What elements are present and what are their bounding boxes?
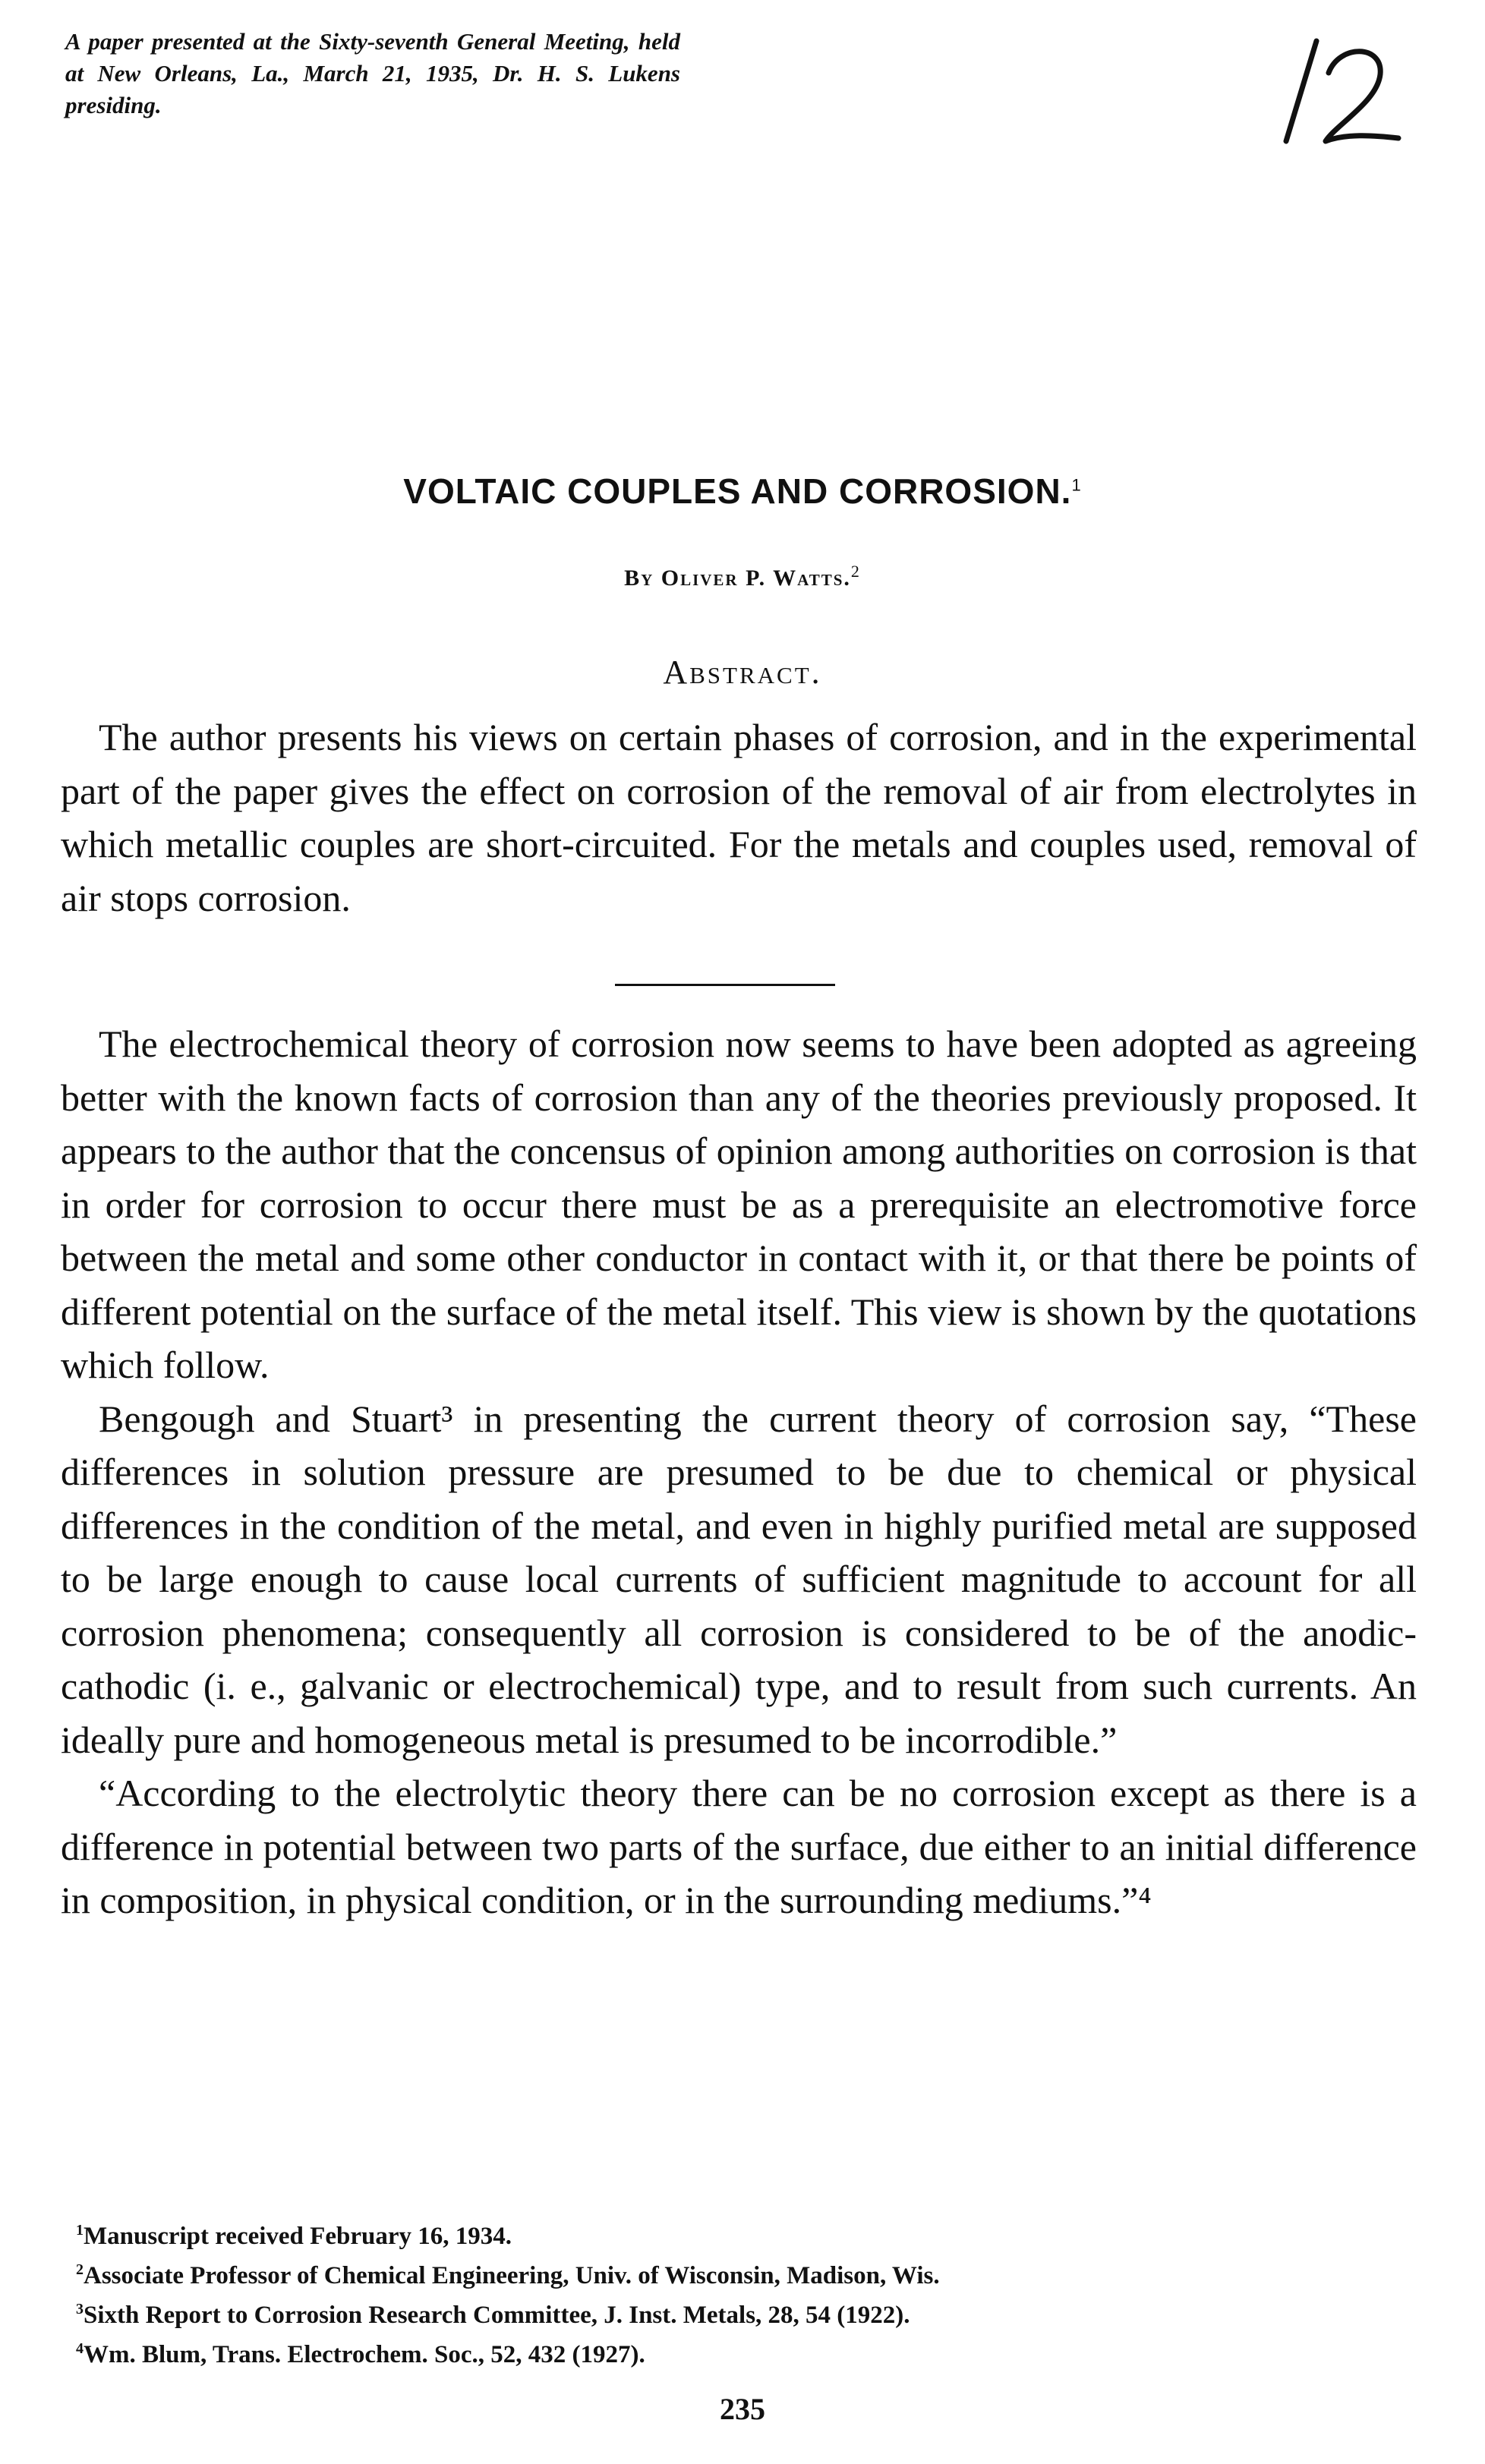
body-paragraph-3: “According to the electrolytic theory there can be no corrosion except as there is a difference in potential between two parts of the surface, due either to an initial difference in composition, in physical condition, or in the surrounding mediums.”⁴ (61, 1772, 1417, 1921)
title-footnote-mark: 1 (1071, 475, 1082, 495)
footnote-text: Wm. Blum, Trans. Electrochem. Soc., 52, 432 (1927). (84, 2341, 645, 2368)
footnotes (76, 2214, 1412, 2371)
article-body (61, 1017, 1417, 1927)
footnote-3 (76, 2292, 1412, 2332)
author-byline (0, 562, 1485, 591)
body-paragraph-1: The electrochemical theory of corrosion now seems to have been adopted as agreeing better with the known facts of corrosion than any of the theories previously proposed. It appears to the author that the concensus of opinion among authorities on corrosion is that in order for corrosion to occur there must be as a prerequisite an electromotive force between the metal and some other conductor in contact with it, or that there be points of different potential on the surface of the metal itself. This view is shown by the quotations which follow. (61, 1022, 1417, 1386)
article-title (0, 471, 1485, 512)
footnote-2 (76, 2253, 1412, 2292)
abstract-paragraph: The author presents his views on certain phases of corrosion, and in the experimental part of the paper gives the effect on corrosion of the removal of air from electrolytes in which metallic couples are short-circuited. For the metals and couples used, removal of air stops corrosion. (61, 716, 1417, 919)
handwritten-page-number (1269, 27, 1406, 156)
body-paragraph-2: Bengough and Stuart³ in presenting the current theory of corrosion say, “These differences in solution pressure are presumed to be due to chemical or physical differences in the condition of the metal, and even in highly purified metal are supposed to be large enough to cause local currents of sufficient magnitude to account for all corrosion phenomena; consequently all corrosion is considered to be of the anodic-cathodic (i. e., galvanic or electrochemical) type, and to result from such currents. An ideally pure and homogeneous metal is presumed to be incorrodible.” (61, 1397, 1417, 1761)
footnote-mark: 4 (76, 2340, 84, 2357)
footnote-text: Associate Professor of Chemical Engineering, Univ. of Wisconsin, Madison, Wis. (84, 2262, 940, 2289)
abstract-heading: Abstract. (663, 654, 822, 691)
presentation-note: A paper presented at the Sixty-seventh General Meeting, held at New Orleans, La., March 21, 1935, Dr. H. S. Lukens presiding. (65, 28, 680, 118)
article-title-text: VOLTAIC COUPLES AND CORROSION. (403, 471, 1072, 511)
footnote-4 (76, 2332, 1412, 2371)
footnote-1 (76, 2214, 1412, 2253)
footnote-mark: 3 (76, 2301, 84, 2317)
footnote-mark: 2 (76, 2261, 84, 2278)
footnote-mark: 1 (76, 2222, 84, 2239)
author-byline-text: By Oliver P. Watts. (624, 566, 851, 591)
abstract-section (61, 711, 1417, 925)
page-number: 235 (720, 2392, 765, 2426)
footnote-text: Sixth Report to Corrosion Research Committee, J. Inst. Metals, 28, 54 (1922). (84, 2302, 910, 2329)
footnote-text: Manuscript received February 16, 1934. (84, 2223, 512, 2250)
section-divider (615, 984, 835, 986)
byline-footnote-mark: 2 (850, 562, 861, 581)
